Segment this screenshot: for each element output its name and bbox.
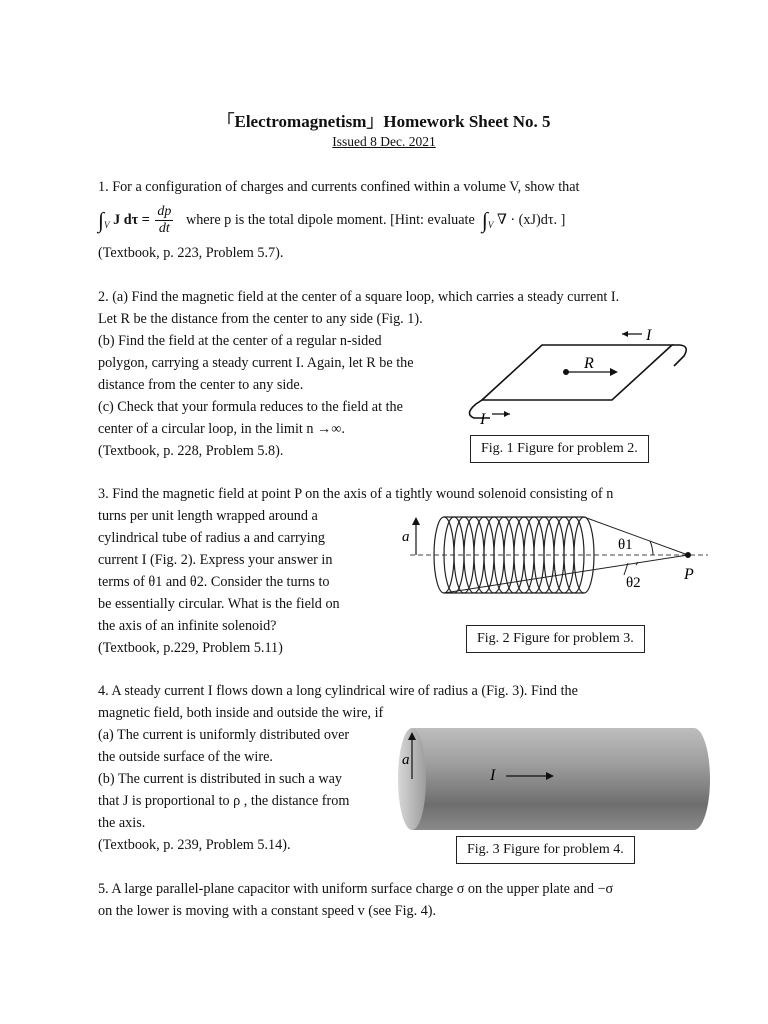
arrowhead — [412, 517, 420, 525]
problem-1-equation — [98, 203, 565, 237]
point-p-dot — [685, 552, 691, 558]
problem-3-line: terms of θ1 and θ2. Consider the turns to — [98, 574, 330, 590]
figure-2-solenoid — [398, 505, 716, 607]
label-radius-a: a — [402, 529, 410, 545]
wire-body — [412, 728, 710, 830]
theta1-arc — [650, 541, 653, 555]
equation-lhs: J dτ = — [113, 212, 150, 228]
problem-3-line: current I (Fig. 2). Express your answer in — [98, 552, 333, 568]
integral-subscript-hint: V — [487, 220, 494, 230]
dp-dt-fraction — [155, 204, 173, 237]
label-theta1: θ1 — [618, 537, 633, 553]
problem-4-line: (a) The current is uniformly distributed over — [98, 727, 350, 743]
problem-3-line: be essentially circular. What is the field on — [98, 596, 340, 612]
figure-3-caption: Fig. 3 Figure for problem 4. — [456, 836, 635, 864]
sheet-title: 「Electromagnetism」Homework Sheet No. 5 — [217, 112, 551, 131]
problem-3-line: the axis of an infinite solenoid? — [98, 618, 277, 634]
problem-4-line: 4. A steady current I flows down a long cylindrical wire of radius a (Fig. 3). Find the — [98, 683, 578, 699]
label-current-bottom: I — [480, 411, 486, 428]
label-radius: R — [584, 355, 594, 372]
issued-date: Issued 8 Dec. 2021 — [332, 134, 436, 149]
integral-symbol-hint: ∫ — [481, 207, 488, 233]
problem-3-reference: (Textbook, p.229, Problem 5.11) — [98, 640, 283, 656]
fraction-denominator: dt — [158, 221, 170, 237]
cone-line-theta2 — [444, 555, 688, 593]
arrowhead — [622, 331, 628, 337]
arrowhead — [504, 411, 510, 417]
cone-line-theta1 — [584, 517, 688, 555]
problem-4-line: magnetic field, both inside and outside the wire, if — [98, 705, 384, 721]
problem-1-statement: 1. For a configuration of charges and currents confined within a volume V, show that — [98, 179, 580, 195]
problem-4-reference: (Textbook, p. 239, Problem 5.14). — [98, 837, 291, 853]
problem-4-line: the outside surface of the wire. — [98, 749, 273, 765]
problem-3-line: turns per unit length wrapped around a — [98, 508, 318, 524]
problem-5-line: 5. A large parallel-plane capacitor with uniform surface charge σ on the upper plate and −σ — [98, 881, 614, 897]
figure-2-caption: Fig. 2 Figure for problem 3. — [466, 625, 645, 653]
problem-4-line: that J is proportional to ρ , the distance from — [98, 793, 350, 809]
problem-2-line: (c) Check that your formula reduces to the field at the — [98, 399, 403, 415]
problem-3-line: cylindrical tube of radius a and carrying — [98, 530, 325, 546]
problem-2-line: center of a circular loop, in the limit n →∞. — [98, 421, 345, 437]
arrowhead — [610, 368, 618, 376]
problem-3-line: 3. Find the magnetic field at point P on the axis of a tightly wound solenoid consisting of n — [98, 486, 614, 502]
problem-2-line: polygon, carrying a steady current I. Again, let R be the — [98, 355, 414, 371]
hint-expression: ∇ · (xJ)dτ. ] — [496, 212, 566, 228]
label-theta2: θ2 — [626, 575, 641, 591]
problem-1-reference: (Textbook, p. 223, Problem 5.7). — [98, 245, 284, 261]
label-current: I — [490, 767, 496, 784]
figure-1-caption: Fig. 1 Figure for problem 2. — [470, 435, 649, 463]
integral-subscript: V — [104, 220, 110, 230]
equation-where-text: where p is the total dipole moment. [Hint: evaluate — [185, 212, 475, 228]
problem-2-line: 2. (a) Find the magnetic field at the center of a square loop, which carries a steady current I. — [98, 289, 620, 305]
problem-2-line: Let R be the distance from the center to any side (Fig. 1). — [98, 311, 423, 327]
loop-lead-top — [672, 345, 686, 366]
figure-1-square-loop — [462, 318, 692, 430]
fraction-numerator: dp — [157, 204, 172, 220]
integral-symbol: ∫ — [98, 207, 105, 233]
label-point-p: P — [684, 566, 694, 583]
label-radius-a: a — [402, 752, 410, 768]
problem-2-reference: (Textbook, p. 228, Problem 5.8). — [98, 443, 284, 459]
label-current-top: I — [646, 327, 652, 344]
problem-5-line: on the lower is moving with a constant speed v (see Fig. 4). — [98, 903, 437, 919]
figure-3-cylindrical-wire — [398, 724, 714, 834]
problem-2-line: distance from the center to any side. — [98, 377, 304, 393]
problem-4-line: (b) The current is distributed in such a way — [98, 771, 343, 787]
problem-2-line: (b) Find the field at the center of a regular n-sided — [98, 333, 382, 349]
problem-4-line: the axis. — [98, 815, 146, 831]
